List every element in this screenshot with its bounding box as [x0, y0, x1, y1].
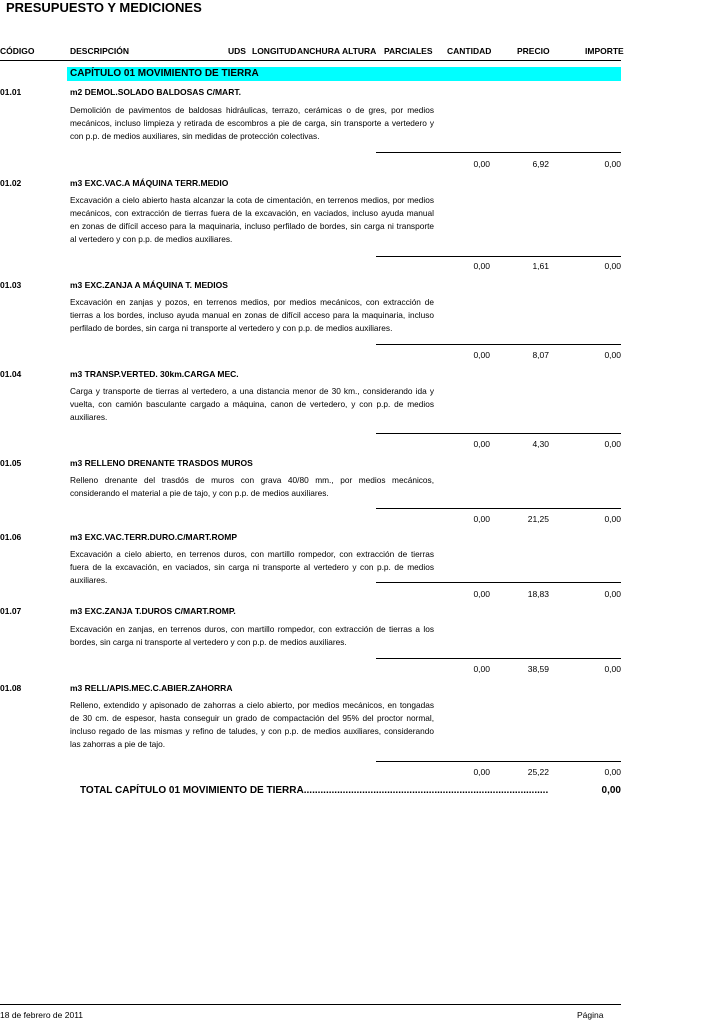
item-unit-name: m2 DEMOL.SOLADO BALDOSAS C/MART. — [70, 87, 241, 97]
chapter-total-value: 0,00 — [601, 785, 621, 796]
item-code: 01.05 — [0, 458, 22, 468]
item-cantidad: 0,00 — [473, 767, 490, 777]
item-importe: 0,00 — [604, 664, 621, 674]
item-rule — [376, 582, 621, 583]
column-header-precio: PRECIO — [517, 46, 550, 56]
item-code: 01.03 — [0, 280, 22, 290]
item-rule — [376, 761, 621, 762]
item-description: Excavación en zanjas, en terrenos duros, con martillo rompedor, con extracción de tierras a los bordes, sin carga ni transporte al vertedero y con p.p. de medios auxiliares. — [70, 624, 434, 647]
header-rule — [0, 60, 621, 61]
item-rule — [376, 344, 621, 345]
item-cantidad: 0,00 — [473, 664, 490, 674]
item-code: 01.07 — [0, 606, 22, 616]
item-precio: 21,25 — [527, 514, 549, 524]
item-precio: 38,59 — [527, 664, 549, 674]
footer-page-label: Página — [577, 1010, 604, 1020]
item-importe: 0,00 — [604, 159, 621, 169]
column-header-codigo: CÓDIGO — [0, 46, 35, 56]
item-importe: 0,00 — [604, 350, 621, 360]
item-unit-name: m3 EXC.VAC.TERR.DURO.C/MART.ROMP — [70, 532, 238, 542]
item-unit-name: m3 TRANSP.VERTED. 30km.CARGA MEC. — [70, 369, 239, 379]
footer-rule — [0, 1004, 621, 1005]
item-code: 01.06 — [0, 532, 22, 542]
item-code: 01.02 — [0, 178, 22, 188]
item-rule — [376, 508, 621, 509]
chapter-total-row — [80, 785, 548, 796]
chapter-total-leader: ........................................................................................ — [303, 785, 549, 796]
column-header-anchura: ANCHURA — [297, 46, 340, 56]
item-precio: 4,30 — [532, 439, 549, 449]
item-precio: 18,83 — [527, 589, 549, 599]
item-precio: 8,07 — [532, 350, 549, 360]
item-unit-name: m3 RELL/APIS.MEC.C.ABIER.ZAHORRA — [70, 683, 233, 693]
column-header-longitud: LONGITUD — [252, 46, 297, 56]
item-cantidad: 0,00 — [473, 159, 490, 169]
item-code: 01.01 — [0, 87, 22, 97]
item-importe: 0,00 — [604, 767, 621, 777]
column-header-altura: ALTURA — [342, 46, 377, 56]
column-header-uds: UDS — [228, 46, 246, 56]
column-header-descripcion: DESCRIPCIÓN — [70, 46, 130, 56]
column-header-parciales: PARCIALES — [384, 46, 433, 56]
column-header-importe: IMPORTE — [585, 46, 624, 56]
item-description: Relleno, extendido y apisonado de zahorras a cielo abierto, por medios mecánicos, en tongadas de 30 cm. de espesor, hasta conseguir un grado de compactación del 95% del proctor normal, incluso regado de las mismas y refino de taludes, y con p.p. de medios auxiliares, considerando las zahorras a pie de tajo. — [70, 700, 434, 749]
item-description: Carga y transporte de tierras al vertedero, a una distancia menor de 30 km., considerando ida y vuelta, con camión basculante cargado a máquina, canon de vertedero, y con p.p. de medios auxiliares. — [70, 386, 434, 422]
item-description: Relleno drenante del trasdós de muros con grava 40/80 mm., por medios mecánicos, considerando el material a pie de tajo, y con p.p. de medios auxiliares. — [70, 475, 434, 498]
item-importe: 0,00 — [604, 589, 621, 599]
column-header-cantidad: CANTIDAD — [447, 46, 492, 56]
chapter-title: CAPÍTULO 01 MOVIMIENTO DE TIERRA — [70, 68, 259, 79]
item-rule — [376, 658, 621, 659]
item-description: Demolición de pavimentos de baldosas hidráulicas, terrazo, cerámicas o de gres, por medios mecánicos, incluso limpieza y retirada de escombros a pie de carga, sin transporte a vertedero y con p.p. de medios auxiliares, sin medidas de protección colectivas. — [70, 105, 434, 141]
page-title: PRESUPUESTO Y MEDICIONES — [6, 0, 202, 15]
item-unit-name: m3 EXC.ZANJA A MÁQUINA T. MEDIOS — [70, 280, 228, 290]
item-cantidad: 0,00 — [473, 439, 490, 449]
item-description: Excavación a cielo abierto hasta alcanzar la cota de cimentación, en terrenos medios, por medios mecánicos, con extracción de tierras fuera de la excavación, en vaciados, incluso ayuda manual en zonas de difícil acceso para la maquinaria, incluso perfilado de bordes, sin carga ni transporte al vertedero y con p.p. de medios auxiliares. — [70, 195, 434, 244]
item-unit-name: m3 RELLENO DRENANTE TRASDOS MUROS — [70, 458, 253, 468]
item-importe: 0,00 — [604, 261, 621, 271]
item-cantidad: 0,00 — [473, 350, 490, 360]
item-importe: 0,00 — [604, 514, 621, 524]
item-description: Excavación a cielo abierto, en terrenos duros, con martillo rompedor, con extracción de tierras fuera de la excavación, en vaciados, sin carga ni transporte al vertedero y con p.p. de medios auxiliares. — [70, 549, 434, 585]
item-unit-name: m3 EXC.ZANJA T.DUROS C/MART.ROMP. — [70, 606, 236, 616]
item-rule — [376, 256, 621, 257]
chapter-total-label: TOTAL CAPÍTULO 01 MOVIMIENTO DE TIERRA — [80, 785, 304, 796]
item-description: Excavación en zanjas y pozos, en terrenos medios, por medios mecánicos, con extracción de tierras a los bordes, incluso ayuda manual en zonas de difícil acceso para la maquinaria, incluso perfilado de bordes, sin carga ni transporte al vertedero y con p.p. de medios auxiliares. — [70, 297, 434, 333]
item-cantidad: 0,00 — [473, 589, 490, 599]
item-rule — [376, 152, 621, 153]
item-unit-name: m3 EXC.VAC.A MÁQUINA TERR.MEDIO — [70, 178, 229, 188]
item-importe: 0,00 — [604, 439, 621, 449]
item-rule — [376, 433, 621, 434]
item-code: 01.08 — [0, 683, 22, 693]
item-precio: 6,92 — [532, 159, 549, 169]
item-cantidad: 0,00 — [473, 514, 490, 524]
footer-date: 18 de febrero de 2011 — [0, 1010, 84, 1020]
item-code: 01.04 — [0, 369, 22, 379]
item-precio: 25,22 — [527, 767, 549, 777]
item-precio: 1,61 — [532, 261, 549, 271]
item-cantidad: 0,00 — [473, 261, 490, 271]
